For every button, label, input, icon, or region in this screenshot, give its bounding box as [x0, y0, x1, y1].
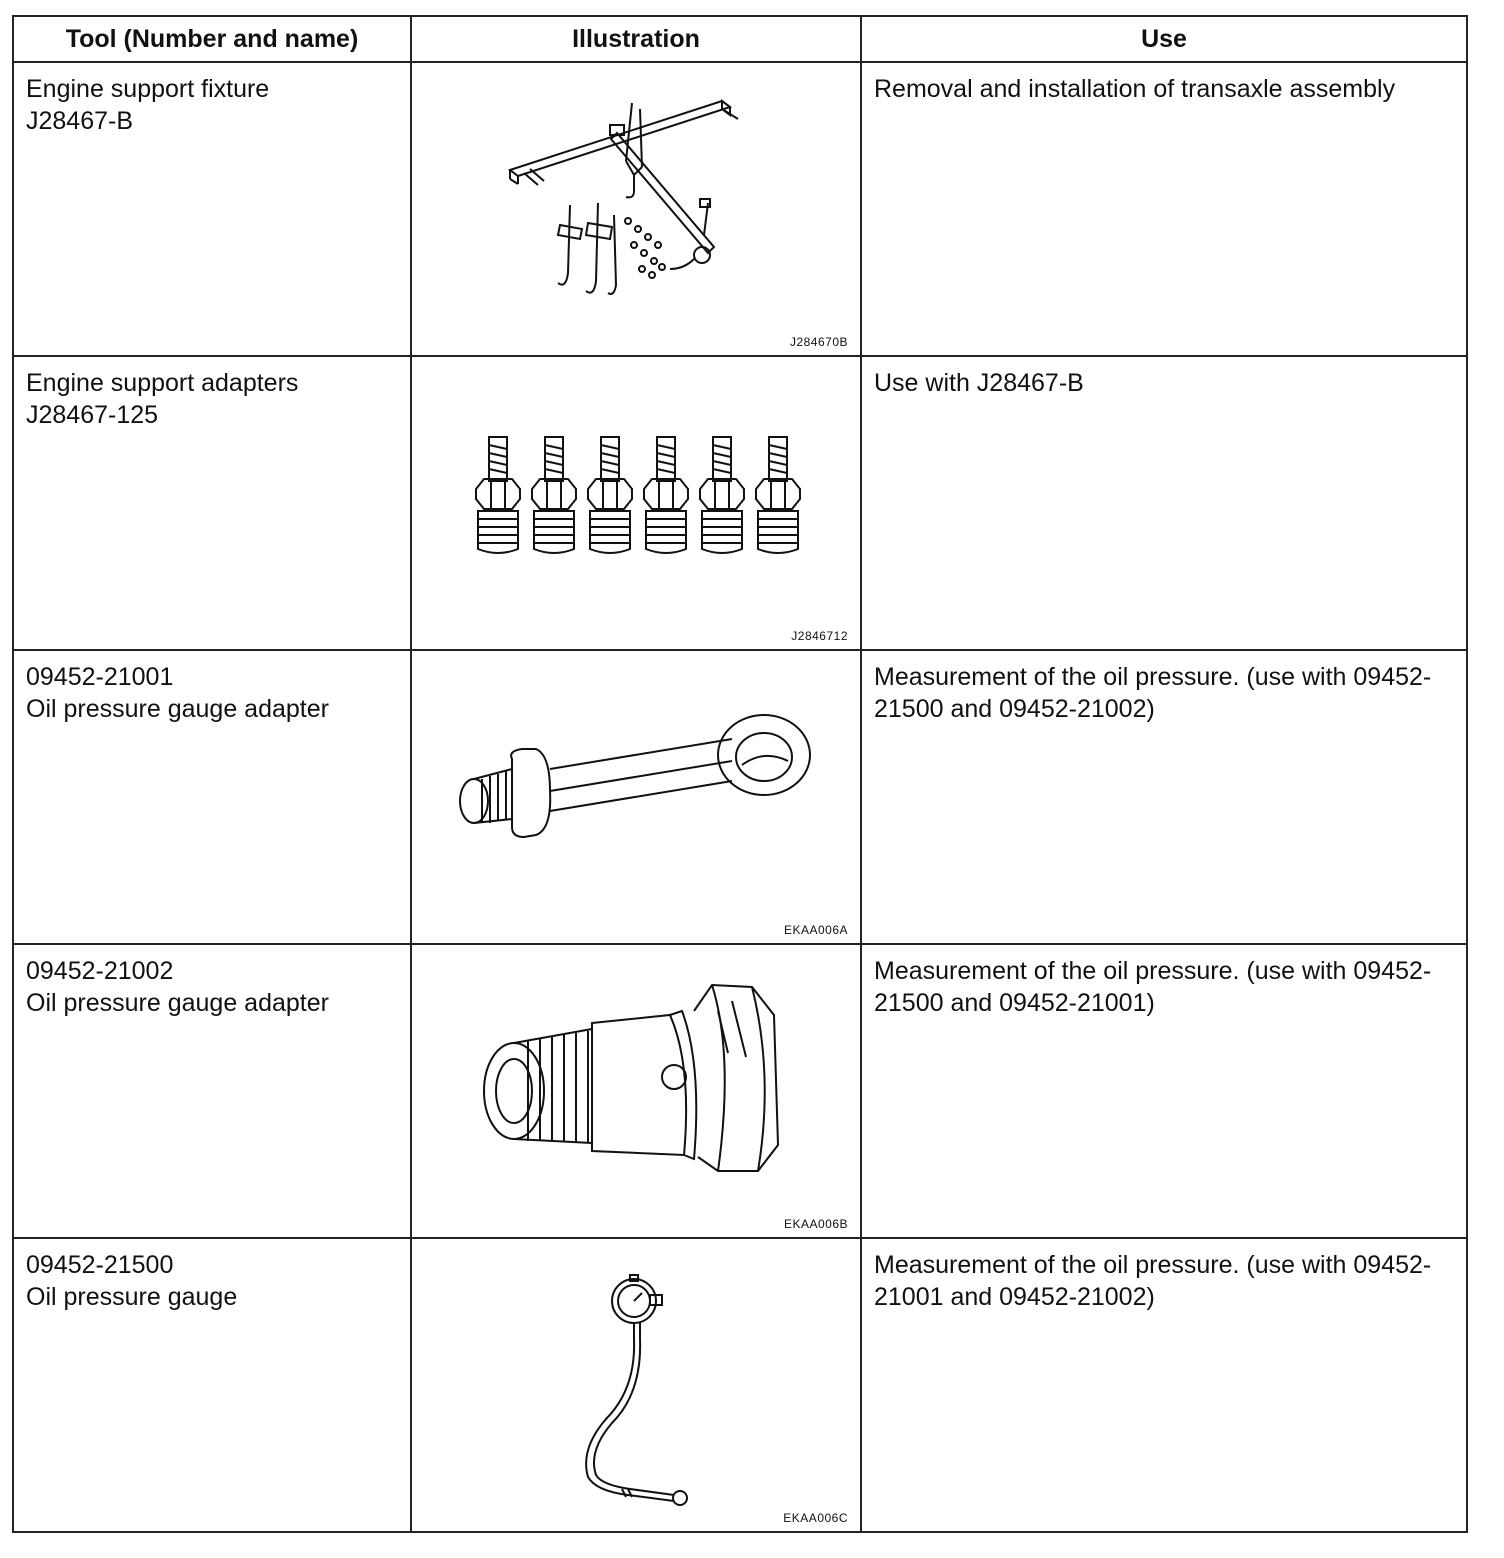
illustration-code: J2846712: [791, 629, 848, 643]
special-tools-table: [12, 15, 1468, 1533]
tool-cell: [13, 944, 411, 1238]
engine-support-fixture-icon: [412, 63, 860, 355]
tool-cell: [13, 650, 411, 944]
illustration-cell: [411, 62, 861, 356]
engine-support-adapters-icon: [412, 357, 860, 649]
use-cell: [861, 944, 1467, 1238]
illustration-cell: [411, 1238, 861, 1532]
use-text: Measurement of the oil pressure. (use with 09452-21001 and 09452-21002): [874, 1251, 1432, 1311]
tool-cell: [13, 356, 411, 650]
banjo-bolt-icon: [412, 945, 860, 1237]
tool-name: Oil pressure gauge adapter: [26, 989, 329, 1017]
use-text: Use with J28467-B: [874, 369, 1084, 397]
table-row: [13, 650, 1467, 944]
table-row: [13, 62, 1467, 356]
header-row: [13, 16, 1467, 62]
use-text: Measurement of the oil pressure. (use with 09452-21500 and 09452-21002): [874, 663, 1432, 723]
use-text: Removal and installation of transaxle assembly: [874, 75, 1396, 103]
use-cell: [861, 650, 1467, 944]
tool-cell: [13, 1238, 411, 1532]
use-text: Measurement of the oil pressure. (use with 09452-21500 and 09452-21001): [874, 957, 1432, 1017]
illustration-cell: [411, 944, 861, 1238]
tool-cell: [13, 62, 411, 356]
tool-name: Oil pressure gauge: [26, 1283, 238, 1311]
header-use: Use: [861, 16, 1467, 62]
header-illustration: Illustration: [411, 16, 861, 62]
use-cell: [861, 62, 1467, 356]
illustration-code: EKAA006B: [783, 1217, 848, 1231]
oil-pressure-gauge-icon: [412, 1239, 860, 1531]
tool-number: 09452-21500: [26, 1251, 174, 1279]
illustration-cell: [411, 356, 861, 650]
tool-name: Oil pressure gauge adapter: [26, 695, 329, 723]
illustration-code: EKAA006A: [783, 923, 848, 937]
header-tool: Tool (Number and name): [13, 16, 411, 62]
tool-number: J28467-125: [26, 401, 159, 429]
tool-number: J28467-B: [26, 107, 134, 135]
tool-name: Engine support fixture: [26, 75, 270, 103]
table-row: [13, 356, 1467, 650]
tool-number: 09452-21001: [26, 663, 174, 691]
illustration-code: EKAA006C: [783, 1511, 848, 1525]
use-cell: [861, 356, 1467, 650]
use-cell: [861, 1238, 1467, 1532]
illustration-cell: [411, 650, 861, 944]
tool-name: Engine support adapters: [26, 369, 299, 397]
illustration-code: J284670B: [789, 335, 848, 349]
tool-number: 09452-21002: [26, 957, 174, 985]
banjo-adapter-icon: [412, 651, 860, 943]
table-row: [13, 944, 1467, 1238]
table-row: [13, 1238, 1467, 1532]
